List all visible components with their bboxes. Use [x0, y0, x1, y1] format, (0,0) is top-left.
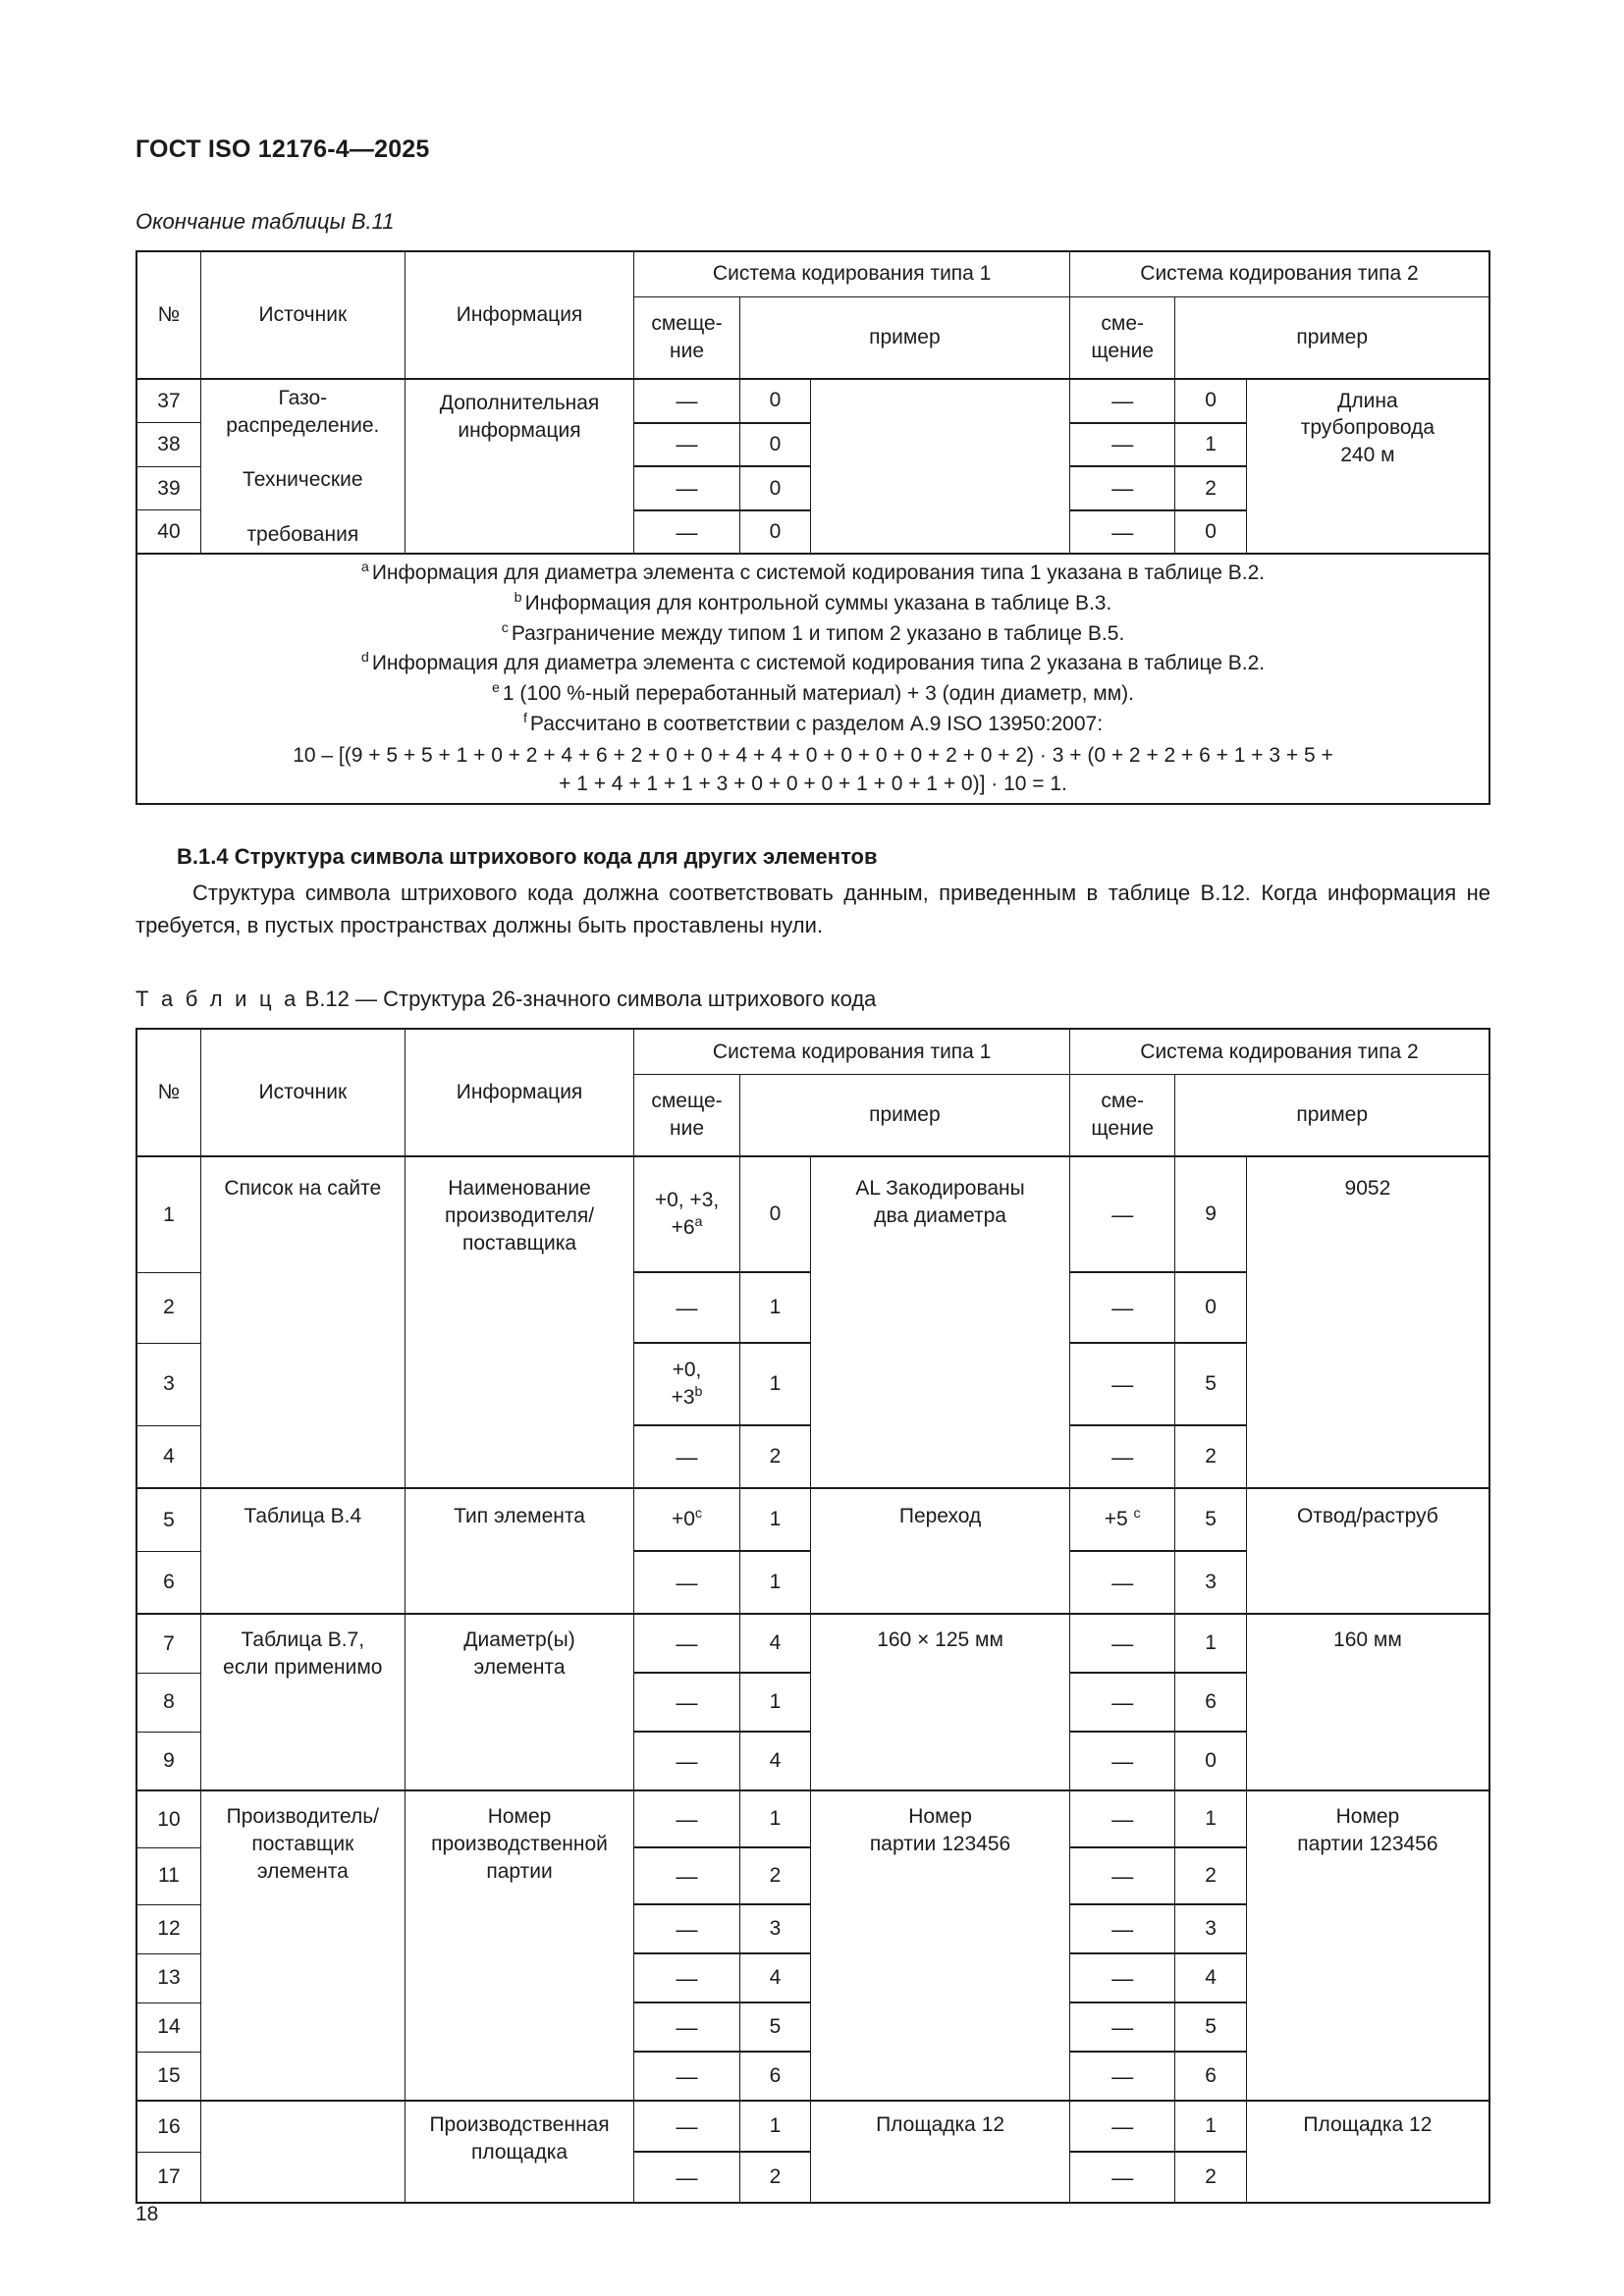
cell-digit1: 0	[739, 466, 810, 510]
cell-no: 17	[136, 2152, 200, 2203]
table-b12-caption-label: Т а б л и ц а	[135, 987, 299, 1012]
cell-no: 14	[136, 2002, 200, 2052]
cell-digit2: 2	[1175, 1425, 1246, 1488]
cell-digit1: 2	[739, 2152, 810, 2203]
header-offset2-line2: щение	[1091, 339, 1155, 362]
cell-offset2: —	[1070, 2101, 1175, 2152]
cell-digit2: 1	[1175, 2101, 1246, 2152]
cell-source	[200, 379, 405, 554]
cell-offset1: —	[634, 1904, 739, 1953]
offset1-line-1: +0,	[672, 1359, 702, 1382]
table-b12	[135, 1028, 1490, 2204]
cell-no: 2	[136, 1272, 200, 1343]
cell-digit2: 1	[1175, 423, 1246, 467]
cell-offset1	[634, 1343, 739, 1425]
cell-digit1: 1	[739, 1673, 810, 1732]
cell-no: 39	[136, 466, 200, 510]
header-offset2	[1070, 296, 1175, 379]
footnote-b-text: Информация для контрольной суммы указана в таблице В.3.	[524, 592, 1112, 615]
offset1-line-2: +6	[671, 1216, 695, 1240]
source-line-1: Газо-	[278, 387, 328, 409]
cell-offset2: —	[1070, 1343, 1175, 1425]
source-line-2: распределение.	[226, 413, 380, 437]
cell-offset1: —	[634, 1614, 739, 1673]
cell-digit1: 1	[739, 1343, 810, 1425]
header-example1: пример	[739, 1074, 1069, 1156]
footnote-marker-d: d	[360, 650, 369, 667]
offset1-line-2: +3	[671, 1386, 695, 1410]
table-b11-header-group-row	[136, 251, 1489, 296]
header-offset1	[634, 296, 739, 379]
cell-no: 10	[136, 1790, 200, 1847]
cell-source: Таблица В.4	[200, 1488, 405, 1614]
cell-digit2: 3	[1175, 1551, 1246, 1614]
source-line-1: Производитель/	[226, 1805, 379, 1829]
header-offset1	[634, 1074, 739, 1156]
offset2-value: +5	[1104, 1508, 1128, 1531]
footnote-formula-line-1: 10 – [(9 + 5 + 5 + 1 + 0 + 2 + 4 + 6 + 2 + 0 + 0 + 4 + 4 + 0 + 0 + 0 + 0 + 2 + 0 + 2) · 3 + (0 + 2 + 2 + 6 + 1 + 3 + 5 +	[293, 743, 1333, 767]
table-b11-caption: Окончание таблицы В.11	[135, 209, 395, 234]
cell-offset1: —	[634, 1732, 739, 1790]
info-line-1: Производственная	[429, 2113, 610, 2137]
cell-example2	[1246, 379, 1489, 554]
cell-example1	[811, 1156, 1070, 1488]
cell-digit2: 4	[1175, 1953, 1246, 2002]
info-line-1: Наименование	[448, 1177, 591, 1201]
info-line-2: производителя/	[445, 1203, 595, 1227]
cell-no: 3	[136, 1343, 200, 1425]
cell-digit2: 6	[1175, 1673, 1246, 1732]
table-row	[136, 1614, 1489, 1673]
cell-no: 12	[136, 1904, 200, 1953]
info-line-2: площадка	[470, 2140, 568, 2163]
header-group-type2: Система кодирования типа 2	[1070, 251, 1489, 296]
cell-example1	[811, 379, 1070, 554]
cell-offset2: —	[1070, 1953, 1175, 2002]
section-heading-b14: B.1.4 Структура символа штрихового кода для других элементов	[177, 844, 878, 870]
cell-offset1: —	[634, 1953, 739, 2002]
cell-example1: 160 × 125 мм	[811, 1614, 1070, 1790]
header-offset2	[1070, 1074, 1175, 1156]
cell-no: 15	[136, 2052, 200, 2101]
cell-no: 7	[136, 1614, 200, 1673]
section-paragraph-b14: Структура символа штрихового кода должна соответствовать данным, приведенным в таблице В.12. Когда информация не требуется, в пустых пространствах должны быть проставлены нули.	[135, 881, 1490, 937]
cell-digit1: 0	[739, 510, 810, 555]
cell-offset2: —	[1070, 2002, 1175, 2052]
footnote-b	[141, 590, 1485, 617]
cell-digit2: 0	[1175, 1272, 1246, 1343]
info-line-1: Дополнительная	[439, 392, 600, 415]
footnote-c	[141, 620, 1485, 648]
footnote-d-text: Информация для диаметра элемента с системой кодирования типа 2 указана в таблице В.2.	[371, 652, 1266, 675]
cell-no: 1	[136, 1156, 200, 1272]
info-line-2: элемента	[473, 1655, 566, 1679]
cell-offset1: —	[634, 1847, 739, 1904]
offset2-superscript: c	[1133, 1506, 1141, 1522]
header-no: №	[136, 251, 200, 379]
example1-line-2: партии 123456	[869, 1832, 1011, 1855]
footnote-f-text: Рассчитано в соответствии с разделом A.9 ISO 13950:2007:	[529, 712, 1104, 735]
cell-no: 5	[136, 1488, 200, 1551]
cell-offset1: —	[634, 1272, 739, 1343]
cell-no: 37	[136, 379, 200, 423]
header-offset1-line2: ние	[670, 339, 705, 362]
cell-offset2: —	[1070, 1904, 1175, 1953]
header-offset1-line2: ние	[670, 1116, 705, 1140]
info-line-1: Номер	[487, 1805, 552, 1829]
cell-offset2: —	[1070, 1673, 1175, 1732]
cell-digit1: 6	[739, 2052, 810, 2101]
cell-digit2: 0	[1175, 379, 1246, 423]
table-b12-caption	[135, 987, 1490, 1012]
cell-no: 4	[136, 1425, 200, 1488]
cell-source	[200, 1790, 405, 2101]
footnote-c-text: Разграничение между типом 1 и типом 2 указано в таблице В.5.	[511, 621, 1125, 645]
footnote-formula-line-2: + 1 + 4 + 1 + 1 + 3 + 0 + 0 + 0 + 1 + 0 + 1 + 0)] · 10 = 1.	[559, 773, 1067, 796]
header-information: Информация	[405, 1029, 634, 1156]
cell-information	[405, 1156, 634, 1488]
cell-source	[200, 2101, 405, 2203]
example1-line-2: два диаметра	[874, 1203, 1006, 1227]
offset1-line-1: +0, +3,	[654, 1189, 720, 1212]
cell-no: 11	[136, 1847, 200, 1904]
info-line-1: Диаметр(ы)	[463, 1629, 575, 1652]
cell-digit1: 1	[739, 1272, 810, 1343]
cell-offset2: —	[1070, 1272, 1175, 1343]
table-row	[136, 1790, 1489, 1847]
source-line-4: требования	[246, 522, 359, 546]
cell-offset2: —	[1070, 2052, 1175, 2101]
cell-digit1: 3	[739, 1904, 810, 1953]
header-offset1-line1: смеще-	[651, 312, 723, 336]
source-line-2: поставщик	[251, 1832, 354, 1855]
cell-digit1: 4	[739, 1953, 810, 2002]
cell-example2: 9052	[1246, 1156, 1489, 1488]
cell-offset1: —	[634, 2101, 739, 2152]
cell-no: 6	[136, 1551, 200, 1614]
cell-information	[405, 1790, 634, 2101]
table-row	[136, 2101, 1489, 2152]
cell-example1: Площадка 12	[811, 2101, 1070, 2203]
info-line-2: производственной	[431, 1832, 608, 1855]
cell-no: 8	[136, 1673, 200, 1732]
cell-digit2: 0	[1175, 1732, 1246, 1790]
footnote-f	[141, 711, 1485, 738]
header-no: №	[136, 1029, 200, 1156]
cell-digit2: 1	[1175, 1614, 1246, 1673]
header-source: Источник	[200, 1029, 405, 1156]
cell-digit1: 0	[739, 1156, 810, 1272]
cell-digit2: 0	[1175, 510, 1246, 555]
cell-no: 38	[136, 423, 200, 467]
cell-digit1: 5	[739, 2002, 810, 2052]
cell-offset1: —	[634, 379, 739, 423]
header-example2: пример	[1175, 1074, 1489, 1156]
footnote-marker-f: f	[522, 710, 527, 726]
cell-offset1: —	[634, 2002, 739, 2052]
cell-digit2: 1	[1175, 1790, 1246, 1847]
page-number: 18	[135, 2203, 159, 2225]
header-offset2-line2: щение	[1091, 1116, 1155, 1140]
cell-offset2: —	[1070, 1156, 1175, 1272]
header-offset2-line1: сме-	[1101, 1090, 1145, 1113]
cell-digit2: 2	[1175, 2152, 1246, 2203]
cell-example2: 160 мм	[1246, 1614, 1489, 1790]
header-group-type1: Система кодирования типа 1	[634, 251, 1070, 296]
footnote-marker-e: e	[491, 680, 500, 697]
footnotes-cell	[136, 554, 1489, 804]
footnote-e-text: 1 (100 %-ный переработанный материал) + 3 (один диаметр, мм).	[502, 682, 1135, 706]
cell-digit2: 5	[1175, 1343, 1246, 1425]
info-line-3: поставщика	[461, 1231, 577, 1255]
cell-offset1: —	[634, 2052, 739, 2101]
cell-offset2: —	[1070, 2152, 1175, 2203]
cell-offset1: —	[634, 1790, 739, 1847]
cell-digit1: 0	[739, 379, 810, 423]
source-line-3: Технические	[243, 468, 363, 492]
cell-offset2: —	[1070, 1614, 1175, 1673]
example2-line-2: трубопровода	[1300, 416, 1435, 440]
cell-offset2	[1070, 1488, 1175, 1551]
header-group-type2: Система кодирования типа 2	[1070, 1029, 1489, 1074]
offset1-superscript: c	[694, 1506, 703, 1522]
info-line-3: партии	[486, 1859, 553, 1883]
table-row	[136, 1156, 1489, 1272]
offset1-value: +0	[671, 1508, 695, 1531]
cell-source: Список на сайте	[200, 1156, 405, 1488]
cell-offset2: —	[1070, 466, 1175, 510]
header-example2: пример	[1175, 296, 1489, 379]
example2-line-1: Длина	[1337, 389, 1398, 412]
cell-offset1	[634, 1156, 739, 1272]
cell-digit2: 2	[1175, 1847, 1246, 1904]
table-b12-header-group-row	[136, 1029, 1489, 1074]
cell-example2: Площадка 12	[1246, 2101, 1489, 2203]
header-group-type1: Система кодирования типа 1	[634, 1029, 1070, 1074]
cell-offset2: —	[1070, 423, 1175, 467]
example1-line-1: Номер	[908, 1805, 972, 1829]
cell-information	[405, 1614, 634, 1790]
info-line-2: информация	[458, 418, 581, 442]
cell-offset2: —	[1070, 1425, 1175, 1488]
cell-digit1: 1	[739, 1790, 810, 1847]
source-line-3: элемента	[256, 1859, 349, 1883]
example1-line-1: AL Закодированы	[855, 1177, 1025, 1201]
cell-digit1: 1	[739, 1488, 810, 1551]
table-b12-caption-rest: В.12 — Структура 26-значного символа штрихового кода	[304, 987, 877, 1012]
offset1-superscript: b	[694, 1384, 703, 1401]
table-b11-footnotes-row	[136, 554, 1489, 804]
cell-source	[200, 1614, 405, 1790]
cell-digit2: 2	[1175, 466, 1246, 510]
cell-digit2: 5	[1175, 2002, 1246, 2052]
cell-digit1: 2	[739, 1847, 810, 1904]
cell-digit2: 6	[1175, 2052, 1246, 2101]
cell-digit2: 5	[1175, 1488, 1246, 1551]
cell-no: 9	[136, 1732, 200, 1790]
cell-example2: Отвод/раструб	[1246, 1488, 1489, 1614]
example2-line-1: Номер	[1335, 1805, 1400, 1829]
cell-digit1: 4	[739, 1732, 810, 1790]
cell-no: 16	[136, 2101, 200, 2152]
example2-line-3: 240 м	[1340, 444, 1395, 467]
cell-offset2: —	[1070, 1732, 1175, 1790]
cell-example1	[811, 1790, 1070, 2101]
footnote-marker-a: a	[360, 560, 369, 576]
cell-digit1: 2	[739, 1425, 810, 1488]
cell-information: Тип элемента	[405, 1488, 634, 1614]
example2-line-2: партии 123456	[1297, 1832, 1438, 1855]
offset1-superscript: a	[694, 1214, 703, 1231]
cell-digit1: 1	[739, 1551, 810, 1614]
cell-no: 13	[136, 1953, 200, 2002]
cell-offset2: —	[1070, 1790, 1175, 1847]
cell-digit1: 0	[739, 423, 810, 467]
cell-offset1: —	[634, 510, 739, 555]
header-information: Информация	[405, 251, 634, 379]
cell-offset1: —	[634, 1425, 739, 1488]
cell-offset2: —	[1070, 1847, 1175, 1904]
header-example1: пример	[739, 296, 1069, 379]
cell-digit2: 3	[1175, 1904, 1246, 1953]
cell-offset1: —	[634, 1673, 739, 1732]
source-line-1: Таблица В.7,	[241, 1629, 365, 1652]
footnote-e	[141, 680, 1485, 708]
footnote-a-text: Информация для диаметра элемента с системой кодирования типа 1 указана в таблице В.2.	[371, 561, 1266, 585]
footnote-marker-b: b	[514, 590, 522, 607]
document-header: ГОСТ ISO 12176-4—2025	[135, 135, 430, 163]
cell-digit1: 4	[739, 1614, 810, 1673]
cell-offset1: —	[634, 2152, 739, 2203]
cell-information	[405, 379, 634, 554]
cell-information	[405, 2101, 634, 2203]
header-source: Источник	[200, 251, 405, 379]
page-content	[135, 0, 1490, 2204]
table-row	[136, 1488, 1489, 1551]
footnote-marker-c: c	[501, 619, 509, 636]
cell-example1: Переход	[811, 1488, 1070, 1614]
header-offset1-line1: смеще-	[651, 1090, 723, 1113]
cell-digit1: 1	[739, 2101, 810, 2152]
cell-offset1	[634, 1488, 739, 1551]
cell-offset1: —	[634, 1551, 739, 1614]
table-b11	[135, 250, 1490, 805]
cell-offset2: —	[1070, 379, 1175, 423]
cell-offset2: —	[1070, 510, 1175, 555]
cell-offset2: —	[1070, 1551, 1175, 1614]
cell-example2	[1246, 1790, 1489, 2101]
source-line-2: если применимо	[223, 1655, 383, 1679]
cell-digit2: 9	[1175, 1156, 1246, 1272]
table-row	[136, 379, 1489, 423]
footnote-a	[141, 560, 1485, 587]
footnote-d	[141, 650, 1485, 677]
header-offset2-line1: сме-	[1101, 312, 1145, 336]
cell-offset1: —	[634, 423, 739, 467]
cell-no: 40	[136, 510, 200, 555]
cell-offset1: —	[634, 466, 739, 510]
